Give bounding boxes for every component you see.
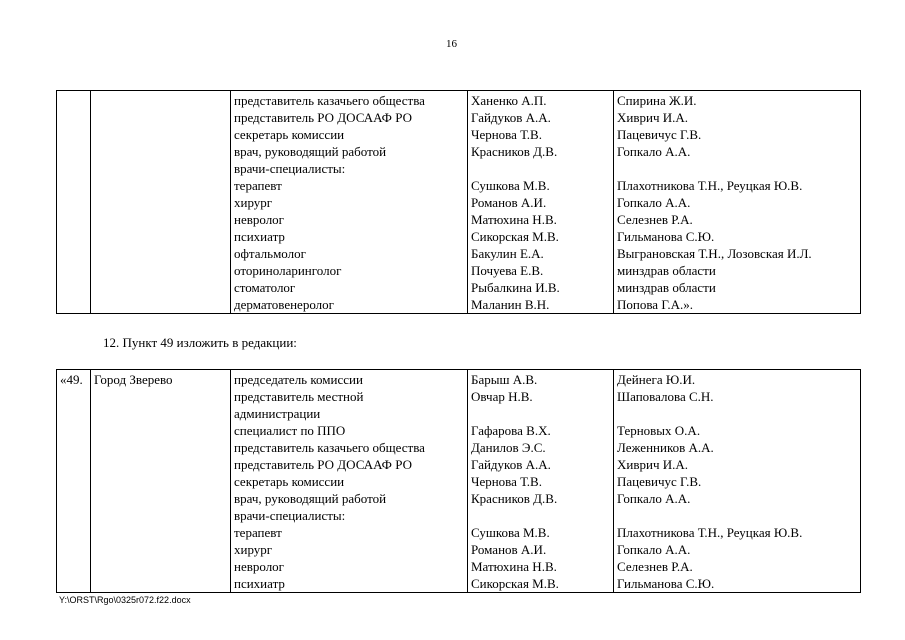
cell-line: секретарь комиссии <box>234 474 345 489</box>
cell-line: невролог <box>234 559 285 574</box>
cell-line <box>471 507 611 524</box>
cell-line: Дейнега Ю.И. <box>617 372 696 387</box>
roles-cell <box>231 91 468 314</box>
cell-line: Плахотникова Т.Н., Реуцкая Ю.В. <box>617 525 803 540</box>
cell-line: Терновых О.А. <box>617 423 701 438</box>
cell-line: администрации <box>234 406 321 421</box>
cell-line: Пацевичус Г.В. <box>617 127 702 142</box>
cell-line: представитель казачьего общества <box>234 440 425 455</box>
page-number: 16 <box>446 38 457 50</box>
cell-line: представитель местной <box>234 389 364 404</box>
members-cell <box>468 91 614 314</box>
cell-line: Плахотникова Т.Н., Реуцкая Ю.В. <box>617 178 803 193</box>
cell-line: Селезнев Р.А. <box>617 212 693 227</box>
city-cell: Город Зверево <box>91 370 231 593</box>
members-cell <box>468 370 614 593</box>
cell-line: Выграновская Т.Н., Лозовская И.Л. <box>617 246 812 261</box>
cell-line: Гайдуков А.А. <box>471 457 551 472</box>
row-number-cell: «49. <box>57 370 91 593</box>
cell-line: Чернова Т.В. <box>471 474 542 489</box>
commission-table-continued <box>56 90 861 314</box>
cell-line: Данилов Э.С. <box>471 440 546 455</box>
cell-line: минздрав области <box>617 263 716 278</box>
cell-line <box>617 405 858 422</box>
cell-line: Попова Г.А.». <box>617 297 694 312</box>
cell-line: офтальмолог <box>234 246 306 261</box>
cell-line: Ханенко А.П. <box>471 93 547 108</box>
cell-line: Сушкова М.В. <box>471 525 550 540</box>
cell-line: хирург <box>234 195 273 210</box>
cell-line <box>471 405 611 422</box>
commission-table-zverevo <box>56 369 861 593</box>
cell-line: Романов А.И. <box>471 542 547 557</box>
cell-line: невролог <box>234 212 285 227</box>
cell-line: дерматовенеролог <box>234 297 334 312</box>
cell-line: минздрав области <box>617 280 716 295</box>
cell-line: Хиврич И.А. <box>617 457 689 472</box>
cell-line: психиатр <box>234 229 285 244</box>
cell-line: врач, руководящий работой <box>234 144 387 159</box>
cell-line: Гопкало А.А. <box>617 144 691 159</box>
reserves-cell <box>614 370 861 593</box>
cell-line: врачи-специалисты: <box>234 161 346 176</box>
cell-line: психиатр <box>234 576 285 591</box>
cell-line: Гопкало А.А. <box>617 491 691 506</box>
cell-line: председатель комиссии <box>234 372 363 387</box>
roles-cell <box>231 370 468 593</box>
cell-line <box>471 160 611 177</box>
cell-line: Сикорская М.В. <box>471 229 559 244</box>
cell-line: представитель казачьего общества <box>234 93 425 108</box>
cell-line: Гильманова С.Ю. <box>617 576 715 591</box>
cell-line: Овчар Н.В. <box>471 389 533 404</box>
cell-line: оториноларинголог <box>234 263 342 278</box>
cell-line: представитель РО ДОСААФ РО <box>234 457 412 472</box>
cell-line: Красников Д.В. <box>471 144 558 159</box>
cell-line: Бакулин Е.А. <box>471 246 544 261</box>
cell-line: секретарь комиссии <box>234 127 345 142</box>
cell-line: Шаповалова С.Н. <box>617 389 714 404</box>
cell-line: Спирина Ж.И. <box>617 93 697 108</box>
cell-line: Гафарова В.Х. <box>471 423 551 438</box>
cell-line: Романов А.И. <box>471 195 547 210</box>
cell-line: Гильманова С.Ю. <box>617 229 715 244</box>
cell-line: терапевт <box>234 525 282 540</box>
cell-line: хирург <box>234 542 273 557</box>
cell-line: Селезнев Р.А. <box>617 559 693 574</box>
cell-line: Сикорская М.В. <box>471 576 559 591</box>
cell-line <box>617 160 858 177</box>
cell-line: врачи-специалисты: <box>234 508 346 523</box>
cell-line: Почуева Е.В. <box>471 263 544 278</box>
cell-line: Красников Д.В. <box>471 491 558 506</box>
cell-line: терапевт <box>234 178 282 193</box>
cell-line: представитель РО ДОСААФ РО <box>234 110 412 125</box>
cell-line: врач, руководящий работой <box>234 491 387 506</box>
cell-line: специалист по ППО <box>234 423 346 438</box>
cell-line: Сушкова М.В. <box>471 178 550 193</box>
row-number-cell <box>57 91 91 314</box>
amendment-text: 12. Пункт 49 изложить в редакции: <box>103 335 297 350</box>
cell-line: Матюхина Н.В. <box>471 559 557 574</box>
cell-line: Матюхина Н.В. <box>471 212 557 227</box>
city-cell <box>91 91 231 314</box>
cell-line: Гопкало А.А. <box>617 195 691 210</box>
cell-line: Чернова Т.В. <box>471 127 542 142</box>
file-path-footer: Y:\ORST\Rgo\0325r072.f22.docx <box>59 595 191 605</box>
cell-line <box>617 507 858 524</box>
table-row <box>57 370 861 593</box>
cell-line: стоматолог <box>234 280 296 295</box>
cell-line: Хиврич И.А. <box>617 110 689 125</box>
reserves-cell <box>614 91 861 314</box>
cell-line: Барыш А.В. <box>471 372 538 387</box>
cell-line: Гопкало А.А. <box>617 542 691 557</box>
cell-line: Маланин В.Н. <box>471 297 550 312</box>
cell-line: Пацевичус Г.В. <box>617 474 702 489</box>
cell-line: Рыбалкина И.В. <box>471 280 560 295</box>
table-row <box>57 91 861 314</box>
cell-line: Гайдуков А.А. <box>471 110 551 125</box>
cell-line: Леженников А.А. <box>617 440 714 455</box>
